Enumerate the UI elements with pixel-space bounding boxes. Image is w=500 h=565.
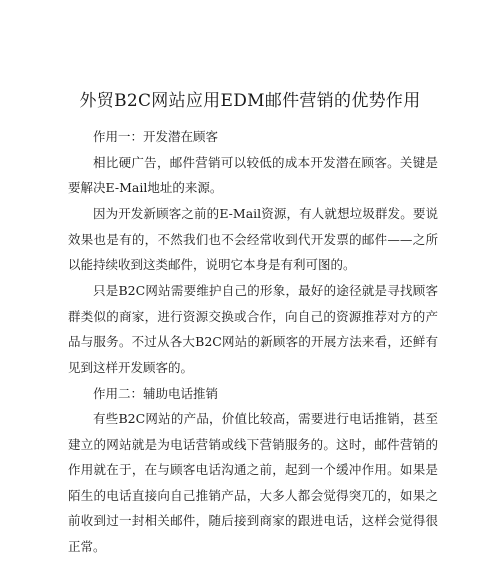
paragraph: 因为开发新顾客之前的E-Mail资源，有人就想垃圾群发。要说效果也是有的，不然我们也不会经常收到代开发票的邮件——之所以能持续收到这类邮件，说明它本身是有利可图的。: [68, 206, 438, 272]
paragraph: 相比硬广告，邮件营销可以较低的成本开发潜在顾客。关键是要解决E-Mail地址的来源。: [68, 154, 438, 195]
paragraph: 有些B2C网站的产品，价值比较高，需要进行电话推销，甚至建立的网站就是为电话营销或线下营销服务的。这时，邮件营销的作用就在于，在与顾客电话沟通之前，起到一个缓冲作用。如果是陌生的电话直接向自己推销产品，大多人都会觉得突兀的，如果之前收到过一封相关邮件，随后接到商家的跟进电话，这样会觉得很正常。: [68, 411, 438, 554]
paragraph: 只是B2C网站需要维护自己的形象，最好的途径就是寻找顾客群类似的商家，进行资源交换或合作，向自己的资源推荐对方的产品与服务。不过从各大B2C网站的新顾客的开展方法来看，还鲜有见到这样开发顾客的。: [68, 283, 438, 375]
document-body: [68, 124, 438, 560]
document-title: 外贸B2C网站应用EDM邮件营销的优势作用: [79, 91, 421, 111]
section-heading-1: 作用一：开发潜在顾客: [93, 129, 219, 144]
section-heading-2: 作用二：辅助电话推销: [93, 385, 219, 401]
